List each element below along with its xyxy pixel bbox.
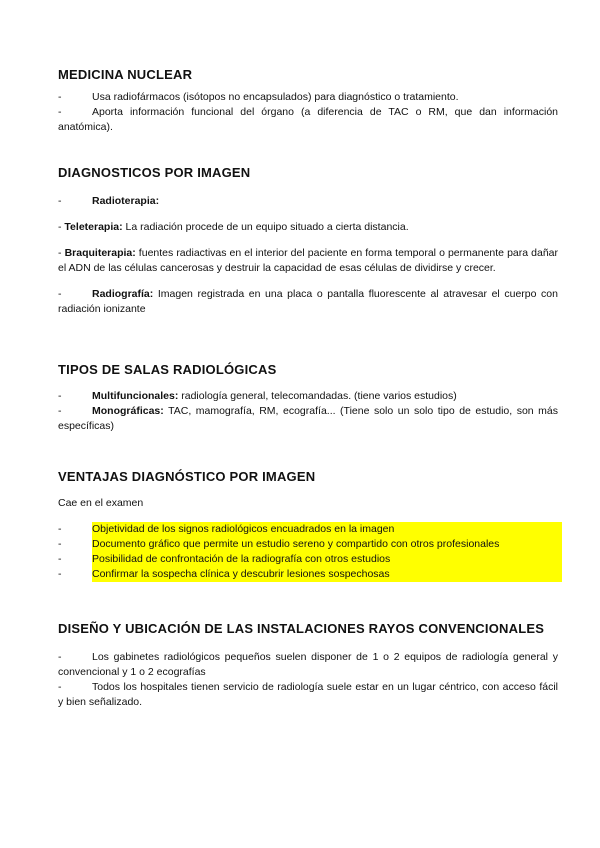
- list-item: - Aporta información funcional del órgano (a diferencia de TAC o RM, que dan información anatómica).: [58, 106, 558, 133]
- highlighted-list: [58, 522, 558, 582]
- list-item: - Todos los hospitales tienen servicio de radiología suele estar en un lugar céntrico, con acceso fácil y bien señalizado.: [58, 681, 558, 708]
- note-text: Cae en el examen: [58, 497, 144, 509]
- section-title: DIAGNOSTICOS POR IMAGEN: [58, 165, 251, 180]
- list-item: - Los gabinetes radiológicos pequeños suelen disponer de 1 o 2 equipos de radiología general y convencional y 1 o 2 ecografías: [58, 651, 558, 678]
- document-body: [58, 66, 558, 710]
- paragraph-teleterapia: - Teleterapia: La radiación procede de un equipo situado a cierta distancia.: [58, 221, 409, 233]
- section-title: MEDICINA NUCLEAR: [58, 67, 193, 82]
- section-tipos-salas: [58, 361, 558, 434]
- paragraph-braquiterapia: - Braquiterapia: fuentes radiactivas en el interior del paciente en forma temporal o permanente para dañar el ADN de las células cancerosas y destruir la capacidad de esas células de dividirse y crecer.: [58, 247, 558, 274]
- list-item: - Documento gráfico que permite un estudio sereno y compartido con otros profesionales: [58, 537, 558, 552]
- section-medicina-nuclear: [58, 66, 558, 135]
- list-item: - Usa radiofármacos (isótopos no encapsulados) para diagnóstico o tratamiento.: [58, 91, 459, 103]
- section-title: VENTAJAS DIAGNÓSTICO POR IMAGEN: [58, 469, 316, 484]
- list-item: - Radioterapia:: [58, 195, 160, 207]
- list-item: - Multifuncionales: radiología general, telecomandadas. (tiene varios estudios): [58, 390, 457, 402]
- list-item: - Confirmar la sospecha clínica y descubrir lesiones sospechosas: [58, 567, 558, 582]
- list-item: - Objetividad de los signos radiológicos encuadrados en la imagen: [58, 522, 558, 537]
- section-ventajas: [58, 468, 558, 582]
- section-title: TIPOS DE SALAS RADIOLÓGICAS: [58, 362, 277, 377]
- section-diagnosticos: [58, 164, 558, 317]
- paragraph-radiografia: - Radiografía: Imagen registrada en una placa o pantalla fluorescente al atravesar el cuerpo con radiación ionizante: [58, 288, 558, 315]
- section-title: DISEÑO Y UBICACIÓN DE LAS INSTALACIONES RAYOS CONVENCIONALES: [58, 621, 545, 636]
- list-item: - Posibilidad de confrontación de la radiografía con otros estudios: [58, 552, 558, 567]
- list-item: - Monográficas: TAC, mamografía, RM, ecografía... (Tiene solo un solo tipo de estudio, son más específicas): [58, 405, 558, 432]
- section-diseno: [58, 620, 558, 710]
